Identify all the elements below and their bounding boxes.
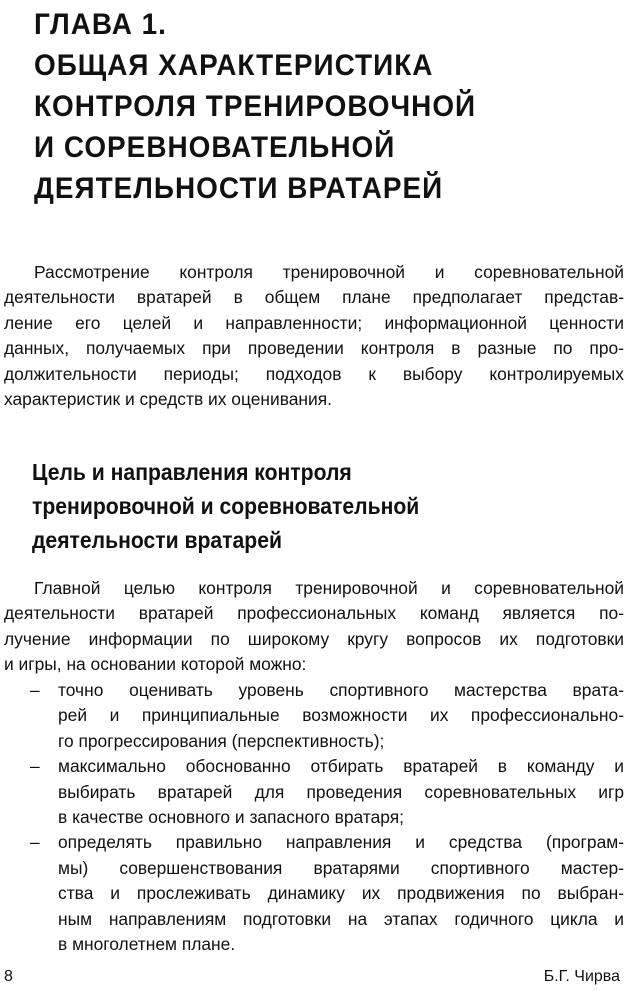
paragraph-line: Рассмотрение контроля тренировочной и соревновательной — [34, 262, 624, 282]
list-dash: – — [30, 832, 40, 853]
chapter-title-line: КОНТРОЛЯ ТРЕНИРОВОЧНОЙ — [34, 90, 477, 123]
chapter-title-line: ГЛАВА 1. — [34, 8, 167, 41]
paragraph-line: деятельности вратарей профессиональных команд является по- — [4, 603, 624, 624]
section-title-line: Цель и направления контроля — [32, 459, 352, 485]
list-item-line: го прогрессирования (перспективность); — [58, 730, 385, 751]
running-footer-author: Б.Г. Чирва — [543, 968, 620, 985]
intro-paragraph — [4, 260, 624, 412]
list-item-line: выбирать вратарей для проведения соревновательных игр — [58, 781, 624, 802]
list-item — [4, 678, 624, 754]
list-item-line: определять правильно направления и средства (програм- — [58, 832, 624, 853]
paragraph-line: характеристик и средств их оценивания. — [4, 389, 332, 410]
list-item-line: в качестве основного и запасного вратаря; — [58, 807, 404, 828]
section-title — [32, 455, 563, 557]
paragraph-line: деятельности вратарей в общем плане предполагает представ- — [4, 287, 624, 308]
section-title-line: тренировочной и соревновательной — [32, 493, 420, 519]
list-item — [4, 830, 624, 957]
paragraph-line: должительности периоды; подходов к выбору контролируемых — [4, 363, 624, 384]
chapter-title-line: ОБЩАЯ ХАРАКТЕРИСТИКА — [34, 49, 434, 82]
list-item-line: ным направлениям подготовки на этапах годичного цикла и — [58, 908, 624, 929]
paragraph-line: Главной целью контроля тренировочной и соревновательной — [34, 578, 624, 598]
list-item-line: рей и принципиальные возможности их профессионально- — [58, 705, 624, 726]
list-item-line: максимально обоснованно отбирать вратарей в команду и — [58, 756, 624, 777]
paragraph-line: лучение информации по широкому кругу вопросов их подготовки — [4, 628, 624, 649]
paragraph-line: ление его целей и направленности; информационной ценности — [4, 312, 624, 333]
list-dash: – — [30, 680, 40, 700]
chapter-title-line: И СОРЕВНОВАТЕЛЬНОЙ — [34, 131, 396, 164]
paragraph-line: и игры, на основании которой можно: — [4, 654, 307, 675]
list-item — [4, 754, 624, 830]
section-title-line: деятельности вратарей — [32, 527, 283, 553]
list-dash: – — [30, 756, 40, 777]
paragraph-line: данных, получаемых при проведении контроля в разные по про- — [4, 338, 624, 359]
page-number: 8 — [4, 968, 13, 985]
goals-list — [4, 678, 624, 957]
goal-paragraph — [4, 576, 624, 678]
list-item-line: точно оценивать уровень спортивного мастерства врата- — [58, 680, 624, 700]
chapter-title — [34, 4, 583, 209]
list-item-line: ства и прослеживать динамику их продвижения по выбран- — [58, 883, 624, 904]
list-item-line: мы) совершенствования вратарями спортивного мастер- — [58, 857, 624, 878]
chapter-title-line: ДЕЯТЕЛЬНОСТИ ВРАТАРЕЙ — [34, 172, 444, 205]
list-item-line: в многолетнем плане. — [58, 934, 236, 955]
